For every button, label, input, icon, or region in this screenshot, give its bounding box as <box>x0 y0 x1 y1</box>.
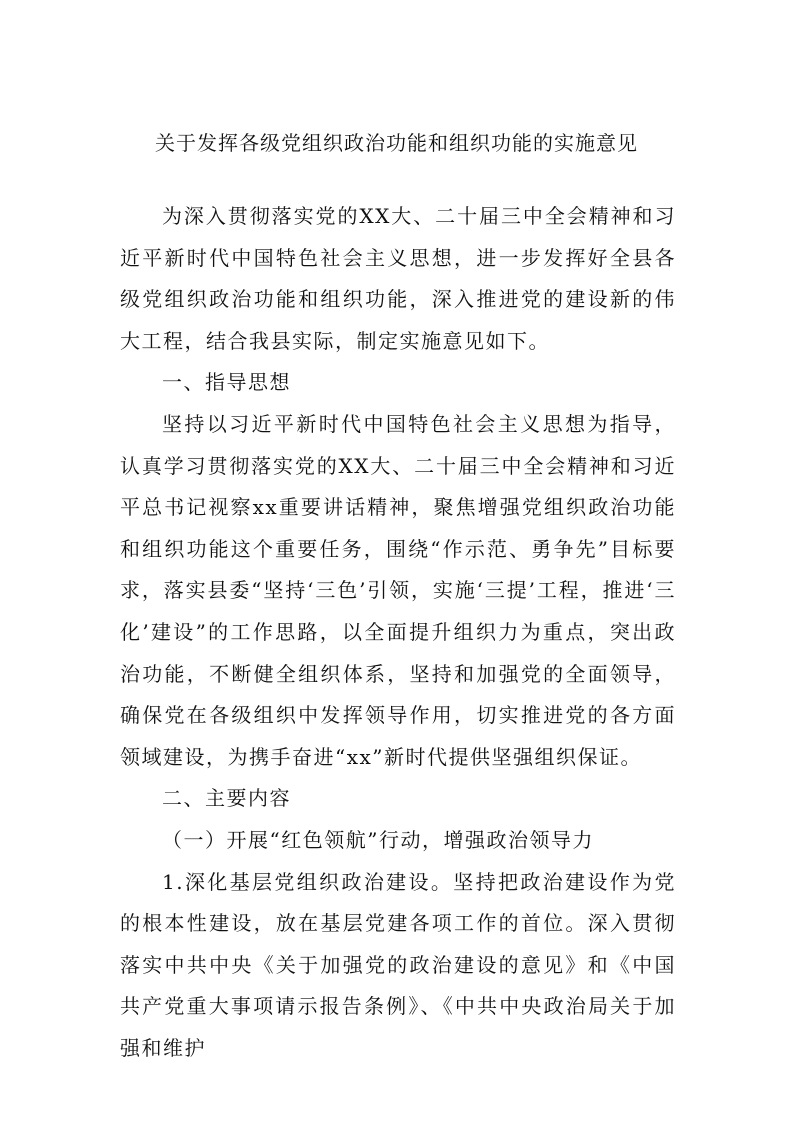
document-body <box>120 196 676 1069</box>
guiding-thought-paragraph: 坚持以习近平新时代中国特色社会主义思想为指导，认真学习贯彻落实党的XX大、二十届三中全会精神和习近平总书记视察xx重要讲话精神，聚焦增强党组织政治功能和组织功能这个重要任务，围绕“作示范、勇争先”目标要求，落实县委“坚持‘三色’引领，实施‘三提’工程，推进‘三化’建设”的工作思路，以全面提升组织力为重点，突出政治功能，不断健全组织体系，坚持和加强党的全面领导，确保党在各级组织中发挥领导作用，切实推进党的各方面领域建设，为携手奋进“xx”新时代提供坚强组织保证。 <box>120 411 676 769</box>
intro-paragraph: 为深入贯彻落实党的XX大、二十届三中全会精神和习近平新时代中国特色社会主义思想，进一步发挥好全县各级党组织政治功能和组织功能，深入推进党的建设新的伟大工程，结合我县实际，制定实施意见如下。 <box>120 204 676 353</box>
section-heading-guiding-thought: 一、指导思想 <box>162 370 291 395</box>
item-1-paragraph: 1.深化基层党组织政治建设。坚持把政治建设作为党的根本性建设，放在基层党建各项工作的首位。深入贯彻落实中共中央《关于加强党的政治建设的意见》和《中国共产党重大事项请示报告条例》、《中共中央政治局关于加强和维护 <box>120 869 676 1060</box>
section-heading-main-content: 二、主要内容 <box>162 786 291 811</box>
document-title: 关于发挥各级党组织政治功能和组织功能的实施意见 <box>155 131 638 155</box>
subsection-heading-red-leadership: （一）开展“红色领航”行动，增强政治领导力 <box>162 827 594 852</box>
